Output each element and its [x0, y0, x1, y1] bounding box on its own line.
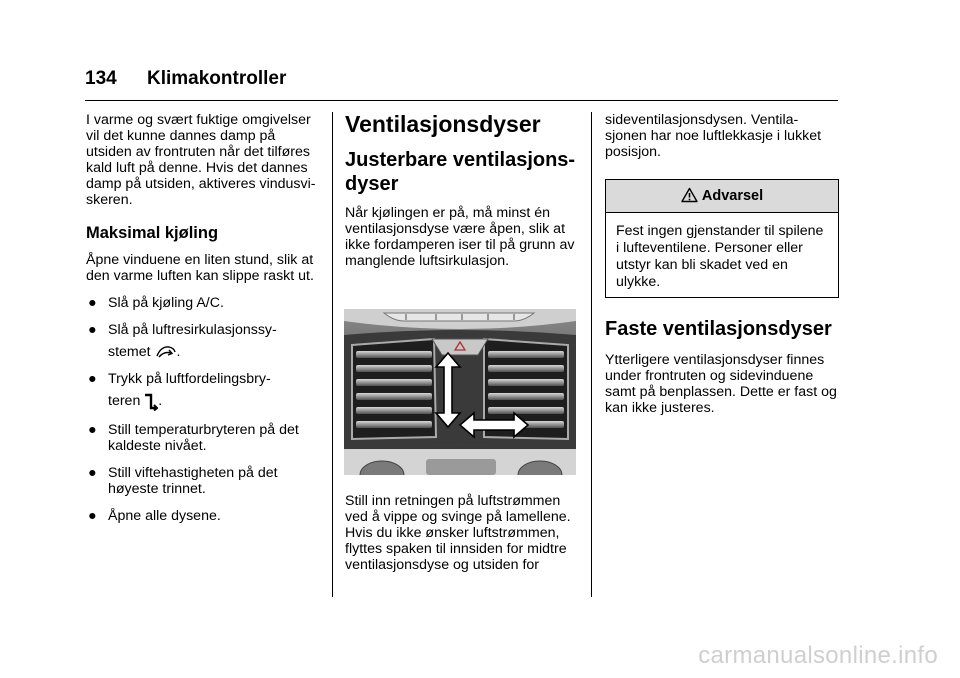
- warning-header: [606, 180, 838, 213]
- cooling-steps-list: [86, 295, 322, 524]
- bullet-icon: ●: [88, 322, 97, 338]
- list-item-text: Trykk på luftfordelingsbry-: [108, 371, 271, 388]
- column-divider-1: [332, 112, 333, 597]
- warning-text: Fest ingen gjenstander til spilene i lufteventilene. Personer eller utstyr kan bli skadet ved en ulykke.: [616, 223, 824, 290]
- list-item-text: stemet: [108, 344, 151, 360]
- middle-column: [345, 112, 581, 573]
- list-item-text: Slå på luftresirkulasjonssy-: [108, 322, 277, 338]
- bullet-icon: ●: [88, 507, 97, 524]
- list-item-text: Still temperaturbryteren på det kaldeste nivået.: [108, 421, 299, 454]
- warning-title: Advarsel: [701, 188, 764, 204]
- bullet-icon: ●: [88, 421, 97, 438]
- warning-box: [605, 179, 839, 298]
- recirculation-icon: [155, 344, 177, 360]
- list-item: [86, 422, 322, 454]
- list-item-text: Still viftehastigheten på det høyeste trinnet.: [108, 464, 278, 497]
- list-item-punct: .: [176, 344, 181, 360]
- fixed-vents-paragraph: Ytterligere ventilasjonsdyser finnes under frontruten og sidevinduene samt på benplassen. Dette er fast og kan ikke justeres.: [605, 352, 837, 416]
- list-item-text: Slå på kjøling A/C.: [108, 295, 224, 311]
- left-column: [86, 112, 322, 524]
- header-rule: [85, 100, 838, 101]
- list-item-text: teren: [108, 393, 141, 410]
- intro-paragraph: I varme og svært fuktige omgivelser vil det kunne dannes damp på utsiden av frontruten når det tilføres kald luft på denne. Hvis det dannes damp på utsiden, aktiveres vindusvi- skeren.: [86, 112, 316, 208]
- list-item: [86, 465, 322, 497]
- list-item: [86, 295, 322, 311]
- vent-direction-paragraph: Still inn retningen på luftstrømmen ved å vippe og svinge på lamellene. Hvis du ikke ønsker luftstrømmen, flyttes spaken til innsiden for midtre ventilasjonsdyse og utsiden for: [345, 493, 571, 573]
- cooling-vent-paragraph: Når kjølingen er på, må minst én ventilasjonsdyse være åpen, slik at ikke fordamperen iser til på grunn av manglende luftsirkulasjon.: [345, 205, 575, 269]
- right-column: [605, 112, 841, 416]
- list-item: [86, 371, 322, 410]
- list-item-text: Åpne alle dysene.: [108, 507, 221, 524]
- list-item-punct: .: [158, 393, 163, 410]
- warning-triangle-icon: [681, 187, 698, 203]
- open-windows-paragraph: Åpne vinduene en liten stund, slik at den varme luften kan slippe raskt ut.: [86, 252, 314, 284]
- airflow-feet-icon: [144, 393, 158, 411]
- bullet-icon: ●: [88, 464, 97, 481]
- page-number: 134: [85, 68, 117, 89]
- column-divider-2: [591, 112, 592, 597]
- section-heading-adjustable-vents: Justerbare ventilasjons- dyser: [345, 149, 576, 195]
- page-title: Klimakontroller: [147, 68, 287, 89]
- watermark: carmanualsonline.info: [698, 642, 938, 669]
- bullet-icon: ●: [88, 371, 97, 388]
- vent-photo: [344, 309, 576, 475]
- continuation-paragraph: sideventilasjonsdysen. Ventila- sjonen har noe luftlekkasje i lukket posisjon.: [605, 112, 822, 160]
- main-heading: Ventilasjonsdyser: [345, 111, 541, 137]
- bullet-icon: ●: [88, 295, 97, 311]
- list-item: [86, 508, 322, 524]
- heading-maksimal-kjoling: Maksimal kjøling: [86, 224, 219, 242]
- section-heading-fixed-vents: Faste ventilasjonsdyser: [605, 318, 832, 340]
- list-item: [86, 322, 322, 360]
- page-header: [85, 68, 286, 90]
